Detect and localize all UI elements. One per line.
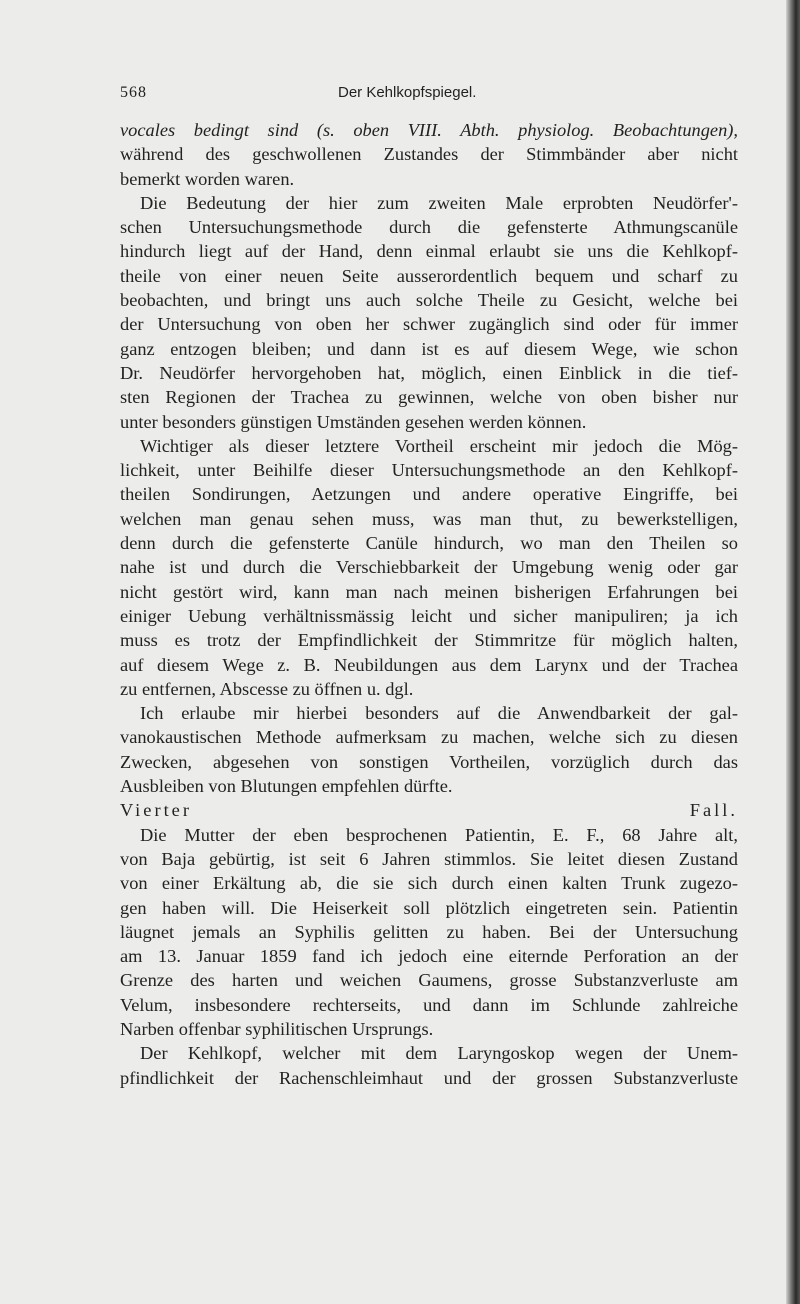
text-line: zu entfernen, Abscesse zu öffnen u. dgl. bbox=[120, 678, 414, 699]
section-heading: Vierter Fall. bbox=[120, 800, 738, 821]
paragraph-5 bbox=[120, 823, 738, 1042]
page-body bbox=[120, 118, 738, 1090]
running-title: Der Kehlkopfspiegel. bbox=[338, 84, 477, 101]
text-line: Zwecken, abgesehen von sonstigen Vortheilen, vorzüglich durch das bbox=[120, 751, 738, 772]
text-line: am 13. Januar 1859 fand ich jedoch eine eiternde Perforation an der bbox=[120, 946, 738, 967]
paragraph-3 bbox=[120, 434, 738, 701]
text-line: denn durch die gefensterte Canüle hindurch, wo man den Theilen so bbox=[120, 533, 738, 554]
text-line: Grenze des harten und weichen Gaumens, grosse Substanzverluste am bbox=[120, 970, 738, 991]
text-line: während des geschwollenen Zustandes der Stimmbänder aber nicht bbox=[120, 144, 738, 165]
text-line: läugnet jemals an Syphilis gelitten zu haben. Bei der Untersuchung bbox=[120, 921, 738, 942]
text-line: Die Bedeutung der hier zum zweiten Male erprobten Neudörfer'- bbox=[140, 192, 738, 213]
text-line: hindurch liegt auf der Hand, denn einmal erlaubt sie uns die Kehlkopf- bbox=[120, 241, 738, 262]
text-line: der Untersuchung von oben her schwer zugänglich sind oder für immer bbox=[120, 314, 738, 335]
text-line: Die Mutter der eben besprochenen Patientin, E. F., 68 Jahre alt, bbox=[140, 824, 738, 845]
text-line: vanokaustischen Methode aufmerksam zu machen, welche sich zu diesen bbox=[120, 727, 738, 748]
text-line: Narben offenbar syphilitischen Ursprungs. bbox=[120, 1018, 434, 1039]
paragraph-4 bbox=[120, 701, 738, 798]
text-line: Dr. Neudörfer hervorgehoben hat, möglich, einen Einblick in die tief- bbox=[120, 362, 738, 383]
text-line: bemerkt worden waren. bbox=[120, 168, 295, 189]
text-line: theilen Sondirungen, Aetzungen und andere operative Eingriffe, bei bbox=[120, 484, 738, 505]
text-line: einiger Uebung verhältnissmässig leicht und sicher manipuliren; ja ich bbox=[120, 605, 738, 626]
paragraph-1 bbox=[120, 118, 738, 191]
paragraph-6 bbox=[120, 1041, 738, 1090]
text-line: vocales bedingt sind (s. oben VIII. Abth. physiolog. Beobachtungen), bbox=[120, 120, 738, 140]
page-header bbox=[120, 84, 738, 108]
text-line: unter besonders günstigen Umständen gesehen werden können. bbox=[120, 411, 587, 432]
text-line: pfindlichkeit der Rachenschleimhaut und der grossen Substanzverluste bbox=[120, 1067, 738, 1088]
text-line: Ich erlaube mir hierbei besonders auf die Anwendbarkeit der gal- bbox=[140, 703, 738, 724]
text-line: lichkeit, unter Beihilfe dieser Untersuchungsmethode an den Kehlkopf- bbox=[120, 460, 738, 481]
text-line: gen haben will. Die Heiserkeit soll plötzlich eingetreten sein. Patientin bbox=[120, 897, 738, 918]
text-line: Wichtiger als dieser letztere Vortheil erscheint mir jedoch die Mög- bbox=[140, 435, 738, 456]
text-line: auf diesem Wege z. B. Neubildungen aus dem Larynx und der Trachea bbox=[120, 654, 738, 675]
text-line: von einer Erkältung ab, die sie sich durch einen kalten Trunk zugezo- bbox=[120, 873, 738, 894]
page-number: 568 bbox=[120, 84, 147, 101]
text-line: Velum, insbesondere rechterseits, und dann im Schlunde zahlreiche bbox=[120, 994, 738, 1015]
text-line: Der Kehlkopf, welcher mit dem Laryngoskop wegen der Unem- bbox=[140, 1043, 738, 1064]
text-line: nahe ist und durch die Verschiebbarkeit der Umgebung wenig oder gar bbox=[120, 557, 738, 578]
text-line: welchen man genau sehen muss, was man thut, zu bewerkstelligen, bbox=[120, 508, 738, 529]
text-line: von Baja gebürtig, ist seit 6 Jahren stimmlos. Sie leitet diesen Zustand bbox=[120, 848, 738, 869]
paragraph-2 bbox=[120, 191, 738, 434]
text-line: sten Regionen der Trachea zu gewinnen, welche von oben bisher nur bbox=[120, 387, 738, 408]
text-line: theile von einer neuen Seite ausserordentlich bequem und scharf zu bbox=[120, 265, 738, 286]
page-edge-shadow bbox=[786, 0, 800, 1304]
text-line: nicht gestört wird, kann man nach meinen bisherigen Erfahrungen bei bbox=[120, 581, 738, 602]
text-line: beobachten, und bringt uns auch solche Theile zu Gesicht, welche bei bbox=[120, 290, 738, 311]
text-line: muss es trotz der Empfindlichkeit der Stimmritze für möglich halten, bbox=[120, 630, 738, 651]
text-line: schen Untersuchungsmethode durch die gefensterte Athmungscanüle bbox=[120, 217, 738, 238]
text-line: Ausbleiben von Blutungen empfehlen dürfte. bbox=[120, 776, 453, 797]
text-line: ganz entzogen bleiben; und dann ist es auf diesem Wege, wie schon bbox=[120, 338, 738, 359]
